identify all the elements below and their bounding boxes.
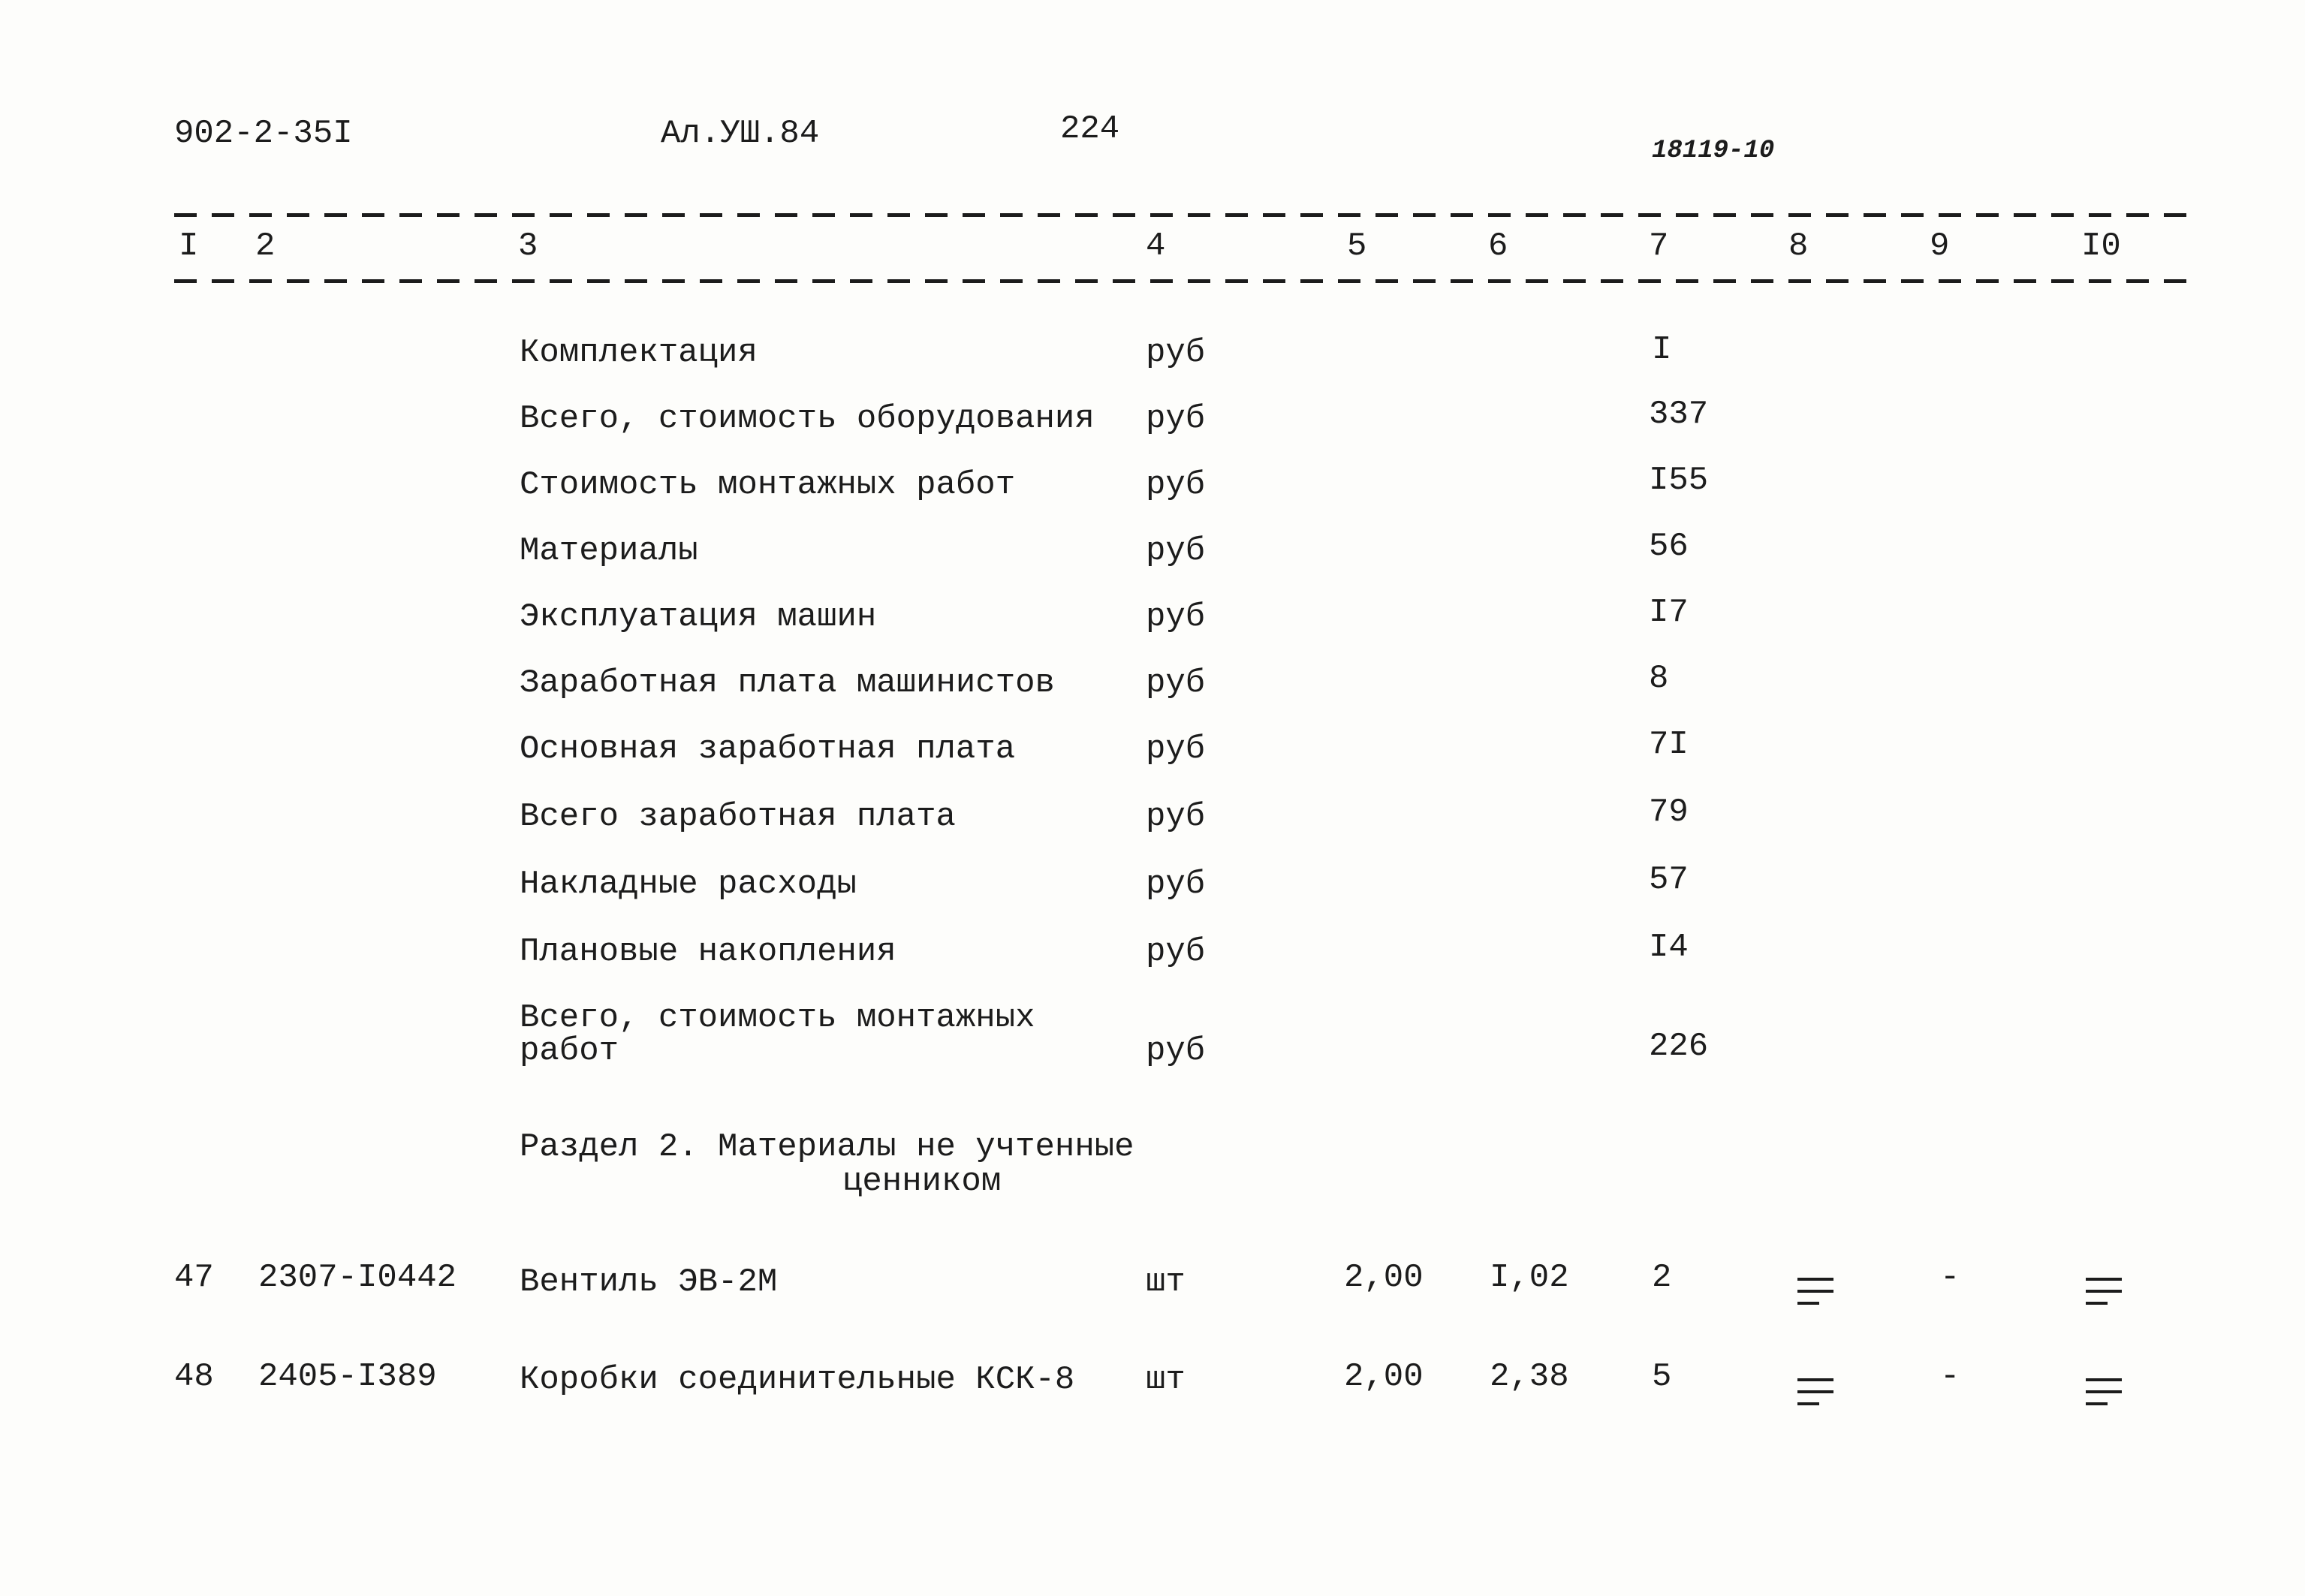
total-row-value: 226: [1649, 1028, 1709, 1065]
row-name: Эксплуатация машин: [520, 598, 877, 636]
item-col9: -: [1940, 1358, 1960, 1396]
row-value: I: [1652, 331, 1672, 369]
row-value: 79: [1649, 793, 1689, 831]
row-value: 57: [1649, 861, 1689, 899]
item-number: 47: [174, 1259, 214, 1296]
row-name: Заработная плата машинистов: [520, 664, 1055, 702]
item-quantity: 2,00: [1344, 1259, 1424, 1296]
row-name: Стоимость монтажных работ: [520, 466, 1016, 504]
column-number-4: 4: [1146, 227, 1166, 265]
row-value: 7I: [1649, 726, 1689, 763]
row-value: I4: [1649, 929, 1689, 966]
item-quantity: 2,00: [1344, 1358, 1424, 1396]
item-number: 48: [174, 1358, 214, 1396]
column-number-9: 9: [1930, 227, 1950, 265]
ditto-mark: [2086, 1378, 2122, 1414]
row-unit: руб: [1146, 798, 1206, 836]
row-unit: руб: [1146, 866, 1206, 903]
row-value: 8: [1649, 660, 1669, 697]
total-row-name-line2: работ: [520, 1032, 619, 1070]
handwritten-note: 18119-10: [1652, 137, 1775, 165]
row-name: Всего, стоимость оборудования: [520, 400, 1095, 438]
item-unit: шт: [1146, 1263, 1186, 1301]
row-unit: руб: [1146, 334, 1206, 372]
row-unit: руб: [1146, 933, 1206, 971]
item-name: Коробки соединительные КСК-8: [520, 1361, 1075, 1399]
item-unit-price: I,02: [1490, 1259, 1569, 1296]
row-name: Накладные расходы: [520, 866, 857, 903]
row-unit: руб: [1146, 664, 1206, 702]
column-number-3: 3: [518, 227, 538, 265]
row-unit: руб: [1146, 532, 1206, 570]
section-heading-line1: Раздел 2. Материалы не учтенные: [520, 1128, 1134, 1166]
row-name: Всего заработная плата: [520, 798, 956, 836]
item-code: 2405-I389: [258, 1358, 437, 1396]
item-unit: шт: [1146, 1361, 1186, 1399]
album-number: Ал.УШ.84: [661, 115, 820, 152]
row-unit: руб: [1146, 466, 1206, 504]
section-heading-line2: ценником: [842, 1163, 1002, 1200]
row-name: Основная заработная плата: [520, 730, 1016, 768]
row-value: I7: [1649, 594, 1689, 631]
header-bottom-rule: [174, 279, 2201, 283]
column-number-7: 7: [1649, 227, 1669, 265]
ditto-mark: [1797, 1278, 1833, 1314]
row-unit: руб: [1146, 400, 1206, 438]
row-unit: руб: [1146, 730, 1206, 768]
total-row-unit: руб: [1146, 1032, 1206, 1070]
row-value: I55: [1649, 462, 1709, 499]
row-name: Материалы: [520, 532, 698, 570]
row-value: 56: [1649, 528, 1689, 565]
item-name: Вентиль ЭВ-2М: [520, 1263, 778, 1301]
item-total: 5: [1652, 1358, 1672, 1396]
total-row-name-line1: Всего, стоимость монтажных: [520, 999, 1035, 1037]
row-name: Комплектация: [520, 334, 758, 372]
row-name: Плановые накопления: [520, 933, 896, 971]
item-code: 2307-I0442: [258, 1259, 457, 1296]
item-unit-price: 2,38: [1490, 1358, 1569, 1396]
column-number-5: 5: [1347, 227, 1367, 265]
item-col9: -: [1940, 1259, 1960, 1296]
page-number: 224: [1060, 110, 1120, 148]
document-number: 902-2-35I: [174, 115, 353, 152]
column-number-8: 8: [1788, 227, 1809, 265]
column-number-1: I: [179, 227, 199, 265]
ditto-mark: [1797, 1378, 1833, 1414]
item-total: 2: [1652, 1259, 1672, 1296]
row-unit: руб: [1146, 598, 1206, 636]
ditto-mark: [2086, 1278, 2122, 1314]
column-number-2: 2: [255, 227, 276, 265]
column-number-10: I0: [2081, 227, 2121, 265]
column-number-6: 6: [1488, 227, 1508, 265]
header-top-rule: [174, 213, 2201, 217]
row-value: 337: [1649, 396, 1709, 433]
